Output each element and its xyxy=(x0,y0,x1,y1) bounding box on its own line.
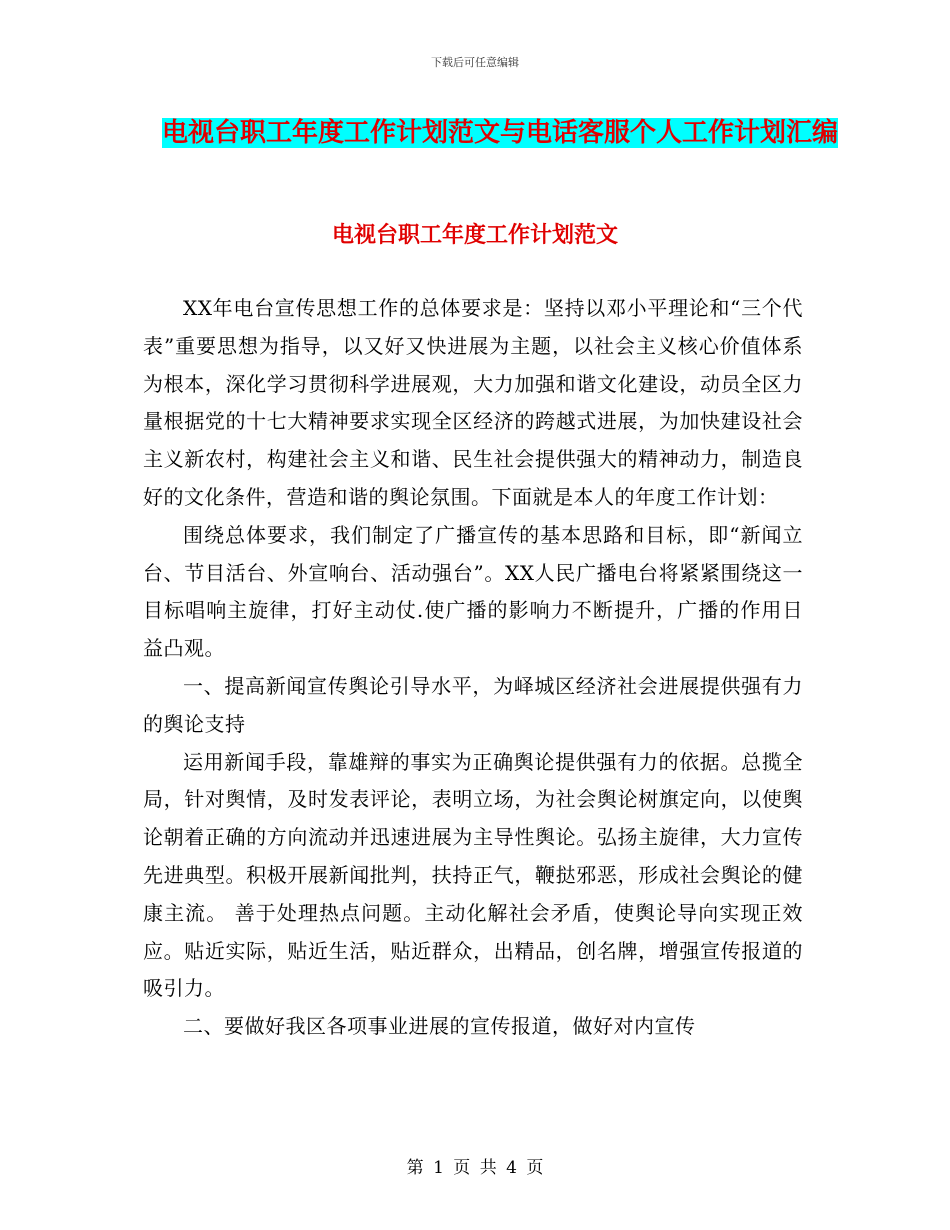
body-paragraph: 围绕总体要求，我们制定了广播宣传的基本思路和目标，即“新闻立台、节目活台、外宣响台、活动强台”。XX人民广播电台将紧紧围绕这一目标唱响主旋律，打好主动仗.使广播的影响力不断提升，广播的作用日益凸观。 xyxy=(143,522,803,661)
body-paragraph: 二、要做好我区各项事业进展的宣传报道，做好对内宣传 xyxy=(183,1014,696,1039)
section-title: 电视台职工年度工作计划范文 xyxy=(331,223,618,248)
document-main-title xyxy=(140,110,860,157)
body-paragraph: XX年电台宣传思想工作的总体要求是：坚持以邓小平理论和“三个代表”重要思想为指导，以又好又快进展为主题，以社会主义核心价值体系为根本，深化学习贯彻科学进展观，大力加强和谐文化建设，动员全区力量根据党的十七大精神要求实现全区经济的跨越式进展，为加快建设社会主义新农村，构建社会主义和谐、民生社会提供强大的精神动力，制造良好的文化条件，营造和谐的舆论氛围。下面就是本人的年度工作计划： xyxy=(143,296,803,509)
body-paragraph: 一、提高新闻宣传舆论引导水平，为峄城区经济社会进展提供强有力的舆论支持 xyxy=(143,673,803,736)
header-note: 下载后可任意编辑 xyxy=(431,56,519,69)
body-paragraph: 运用新闻手段，靠雄辩的事实为正确舆论提供强有力的依据。总揽全局，针对舆情，及时发表评论，表明立场，为社会舆论树旗定向，以使舆论朝着正确的方向流动并迅速进展为主导性舆论。弘扬主旋律，大力宣传先进典型。积极开展新闻批判，扶持正气，鞭挞邪恶，形成社会舆论的健康主流。 善于处理热点问题。主动化解社会矛盾，使舆论导向实现正效应。贴近实际，贴近生活，贴近群众，出精品，创名牌，增强宣传报道的吸引力。 xyxy=(143,749,803,1001)
main-title-highlight: 电视台职工年度工作计划范文与电话客服个人工作计划汇编 xyxy=(161,118,838,148)
document-body xyxy=(143,290,803,1046)
page-number-footer: 第 1 页 共 4 页 xyxy=(406,1158,544,1178)
